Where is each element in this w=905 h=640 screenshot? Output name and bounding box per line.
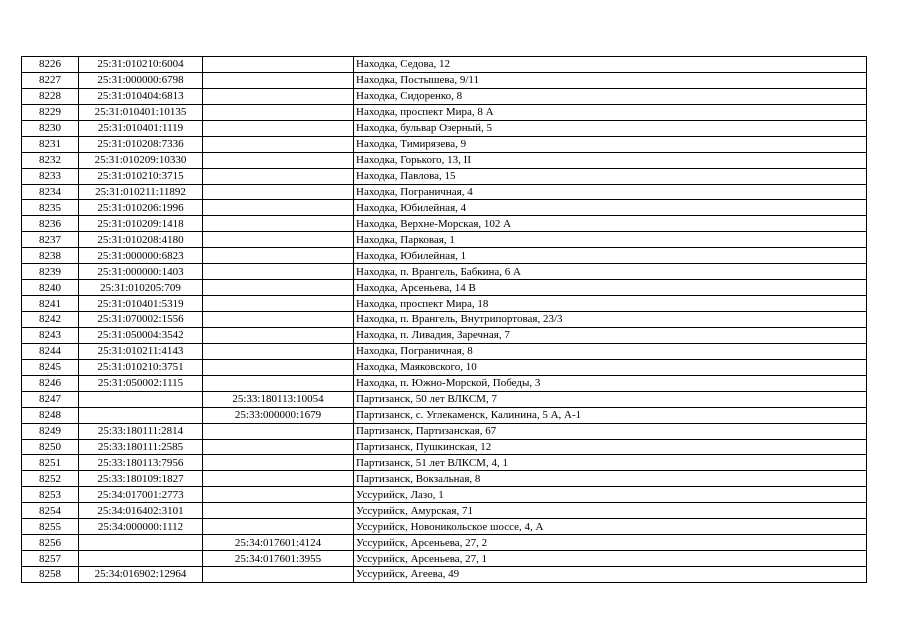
table-row (22, 168, 867, 184)
row-number-cell: 8240 (22, 280, 79, 296)
row-number-cell: 8253 (22, 487, 79, 503)
cadastral-number-cell: 25:33:180111:2814 (79, 423, 203, 439)
address-cell: Находка, Седова, 12 (354, 57, 867, 73)
address-cell: Уссурийск, Арсеньева, 27, 1 (354, 551, 867, 567)
table-row (22, 57, 867, 73)
address-cell: Находка, бульвар Озерный, 5 (354, 120, 867, 136)
address-cell: Партизанск, Партизанская, 67 (354, 423, 867, 439)
row-number-cell: 8256 (22, 535, 79, 551)
cadastral-number-alt-cell (203, 567, 354, 583)
table-row (22, 72, 867, 88)
cadastral-number-alt-cell (203, 327, 354, 343)
address-cell: Уссурийск, Агеева, 49 (354, 567, 867, 583)
table-row (22, 216, 867, 232)
address-cell: Находка, проспект Мира, 8 А (354, 104, 867, 120)
cadastral-number-cell (79, 535, 203, 551)
cadastral-number-cell: 25:34:017001:2773 (79, 487, 203, 503)
cadastral-number-alt-cell (203, 248, 354, 264)
address-cell: Находка, Юбилейная, 4 (354, 200, 867, 216)
address-cell: Находка, проспект Мира, 18 (354, 296, 867, 312)
address-cell: Партизанск, Пушкинская, 12 (354, 439, 867, 455)
cadastral-number-alt-cell (203, 120, 354, 136)
address-cell: Находка, Тимирязева, 9 (354, 136, 867, 152)
cadastral-number-alt-cell (203, 232, 354, 248)
row-number-cell: 8258 (22, 567, 79, 583)
cadastral-number-cell: 25:31:010401:10135 (79, 104, 203, 120)
cadastral-number-alt-cell (203, 57, 354, 73)
table-row (22, 471, 867, 487)
cadastral-number-cell: 25:34:000000:1112 (79, 519, 203, 535)
cadastral-number-alt-cell (203, 359, 354, 375)
cadastral-number-cell: 25:31:010210:3715 (79, 168, 203, 184)
cadastral-number-cell: 25:31:050004:3542 (79, 327, 203, 343)
table-row (22, 487, 867, 503)
table-row (22, 455, 867, 471)
row-number-cell: 8254 (22, 503, 79, 519)
row-number-cell: 8237 (22, 232, 79, 248)
cadastral-number-alt-cell: 25:34:017601:4124 (203, 535, 354, 551)
cadastral-number-alt-cell (203, 343, 354, 359)
row-number-cell: 8249 (22, 423, 79, 439)
cadastral-number-alt-cell (203, 503, 354, 519)
cadastral-number-alt-cell (203, 375, 354, 391)
table-row (22, 232, 867, 248)
row-number-cell: 8228 (22, 88, 79, 104)
cadastral-number-cell: 25:31:010209:10330 (79, 152, 203, 168)
row-number-cell: 8247 (22, 391, 79, 407)
cadastral-number-alt-cell (203, 216, 354, 232)
row-number-cell: 8250 (22, 439, 79, 455)
table-row (22, 120, 867, 136)
address-cell: Находка, Арсеньева, 14 В (354, 280, 867, 296)
row-number-cell: 8235 (22, 200, 79, 216)
address-cell: Находка, Постышева, 9/11 (354, 72, 867, 88)
table-row (22, 248, 867, 264)
cadastral-number-alt-cell (203, 455, 354, 471)
table-row (22, 407, 867, 423)
table-row (22, 359, 867, 375)
address-cell: Уссурийск, Амурская, 71 (354, 503, 867, 519)
row-number-cell: 8234 (22, 184, 79, 200)
table-row (22, 551, 867, 567)
cadastral-number-alt-cell (203, 88, 354, 104)
address-cell: Находка, Горького, 13, II (354, 152, 867, 168)
cadastral-number-cell: 25:31:010209:1418 (79, 216, 203, 232)
cadastral-number-alt-cell (203, 136, 354, 152)
row-number-cell: 8255 (22, 519, 79, 535)
cadastral-number-alt-cell (203, 471, 354, 487)
cadastral-number-cell: 25:31:010211:11892 (79, 184, 203, 200)
address-cell: Находка, п. Ливадия, Заречная, 7 (354, 327, 867, 343)
row-number-cell: 8252 (22, 471, 79, 487)
address-cell: Партизанск, 51 лет ВЛКСМ, 4, 1 (354, 455, 867, 471)
address-cell: Находка, Сидоренко, 8 (354, 88, 867, 104)
cadastral-number-cell (79, 391, 203, 407)
row-number-cell: 8257 (22, 551, 79, 567)
cadastral-number-cell: 25:31:000000:1403 (79, 264, 203, 280)
row-number-cell: 8242 (22, 312, 79, 328)
cadastral-number-cell: 25:31:010404:6813 (79, 88, 203, 104)
cadastral-number-alt-cell (203, 184, 354, 200)
table-row (22, 296, 867, 312)
cadastral-number-alt-cell (203, 152, 354, 168)
registry-table (21, 56, 867, 583)
cadastral-number-cell: 25:33:180113:7956 (79, 455, 203, 471)
cadastral-number-alt-cell (203, 264, 354, 280)
address-cell: Уссурийск, Лазо, 1 (354, 487, 867, 503)
address-cell: Находка, Пограничная, 8 (354, 343, 867, 359)
table-row (22, 200, 867, 216)
cadastral-number-cell: 25:31:000000:6798 (79, 72, 203, 88)
table-row (22, 375, 867, 391)
row-number-cell: 8230 (22, 120, 79, 136)
cadastral-number-cell: 25:31:070002:1556 (79, 312, 203, 328)
table-row (22, 327, 867, 343)
cadastral-number-cell (79, 551, 203, 567)
address-cell: Уссурийск, Новоникольское шоссе, 4, А (354, 519, 867, 535)
row-number-cell: 8231 (22, 136, 79, 152)
address-cell: Уссурийск, Арсеньева, 27, 2 (354, 535, 867, 551)
cadastral-number-cell: 25:31:010205:709 (79, 280, 203, 296)
cadastral-number-alt-cell: 25:34:017601:3955 (203, 551, 354, 567)
row-number-cell: 8243 (22, 327, 79, 343)
cadastral-number-alt-cell (203, 519, 354, 535)
row-number-cell: 8251 (22, 455, 79, 471)
address-cell: Находка, п. Южно-Морской, Победы, 3 (354, 375, 867, 391)
cadastral-number-alt-cell (203, 200, 354, 216)
table-row (22, 152, 867, 168)
address-cell: Находка, Маяковского, 10 (354, 359, 867, 375)
table-row (22, 184, 867, 200)
registry-body (22, 57, 867, 583)
row-number-cell: 8236 (22, 216, 79, 232)
cadastral-number-cell: 25:31:010208:4180 (79, 232, 203, 248)
address-cell: Находка, п. Врангель, Внутрипортовая, 23/3 (354, 312, 867, 328)
address-cell: Находка, Верхне-Морская, 102 А (354, 216, 867, 232)
row-number-cell: 8238 (22, 248, 79, 264)
row-number-cell: 8241 (22, 296, 79, 312)
table-row (22, 264, 867, 280)
address-cell: Находка, п. Врангель, Бабкина, 6 А (354, 264, 867, 280)
address-cell: Партизанск, 50 лет ВЛКСМ, 7 (354, 391, 867, 407)
cadastral-number-cell: 25:31:010210:3751 (79, 359, 203, 375)
cadastral-number-cell: 25:33:180109:1827 (79, 471, 203, 487)
row-number-cell: 8232 (22, 152, 79, 168)
row-number-cell: 8248 (22, 407, 79, 423)
cadastral-number-cell: 25:31:010401:1119 (79, 120, 203, 136)
cadastral-number-cell: 25:31:010210:6004 (79, 57, 203, 73)
cadastral-number-alt-cell (203, 104, 354, 120)
address-cell: Находка, Парковая, 1 (354, 232, 867, 248)
cadastral-number-alt-cell (203, 72, 354, 88)
row-number-cell: 8245 (22, 359, 79, 375)
row-number-cell: 8227 (22, 72, 79, 88)
cadastral-number-alt-cell: 25:33:000000:1679 (203, 407, 354, 423)
cadastral-number-alt-cell (203, 168, 354, 184)
table-row (22, 136, 867, 152)
table-row (22, 391, 867, 407)
cadastral-number-cell: 25:34:016402:3101 (79, 503, 203, 519)
row-number-cell: 8239 (22, 264, 79, 280)
address-cell: Находка, Пограничная, 4 (354, 184, 867, 200)
cadastral-number-cell: 25:31:010208:7336 (79, 136, 203, 152)
row-number-cell: 8233 (22, 168, 79, 184)
cadastral-number-alt-cell (203, 423, 354, 439)
cadastral-number-alt-cell (203, 439, 354, 455)
cadastral-number-cell (79, 407, 203, 423)
cadastral-number-alt-cell (203, 296, 354, 312)
row-number-cell: 8229 (22, 104, 79, 120)
cadastral-number-alt-cell (203, 487, 354, 503)
address-cell: Партизанск, с. Углекаменск, Калинина, 5 А, А-1 (354, 407, 867, 423)
table-row (22, 343, 867, 359)
table-row (22, 88, 867, 104)
row-number-cell: 8244 (22, 343, 79, 359)
address-cell: Находка, Павлова, 15 (354, 168, 867, 184)
cadastral-number-cell: 25:31:050002:1115 (79, 375, 203, 391)
table-row (22, 312, 867, 328)
cadastral-number-cell: 25:31:000000:6823 (79, 248, 203, 264)
cadastral-number-alt-cell: 25:33:180113:10054 (203, 391, 354, 407)
cadastral-number-cell: 25:34:016902:12964 (79, 567, 203, 583)
table-row (22, 567, 867, 583)
row-number-cell: 8226 (22, 57, 79, 73)
cadastral-number-cell: 25:31:010206:1996 (79, 200, 203, 216)
table-row (22, 439, 867, 455)
address-cell: Партизанск, Вокзальная, 8 (354, 471, 867, 487)
cadastral-number-cell: 25:33:180111:2585 (79, 439, 203, 455)
cadastral-number-cell: 25:31:010401:5319 (79, 296, 203, 312)
row-number-cell: 8246 (22, 375, 79, 391)
table-row (22, 280, 867, 296)
table-row (22, 423, 867, 439)
table-row (22, 519, 867, 535)
cadastral-number-alt-cell (203, 312, 354, 328)
table-row (22, 503, 867, 519)
address-cell: Находка, Юбилейная, 1 (354, 248, 867, 264)
table-row (22, 104, 867, 120)
cadastral-number-cell: 25:31:010211:4143 (79, 343, 203, 359)
cadastral-number-alt-cell (203, 280, 354, 296)
table-row (22, 535, 867, 551)
